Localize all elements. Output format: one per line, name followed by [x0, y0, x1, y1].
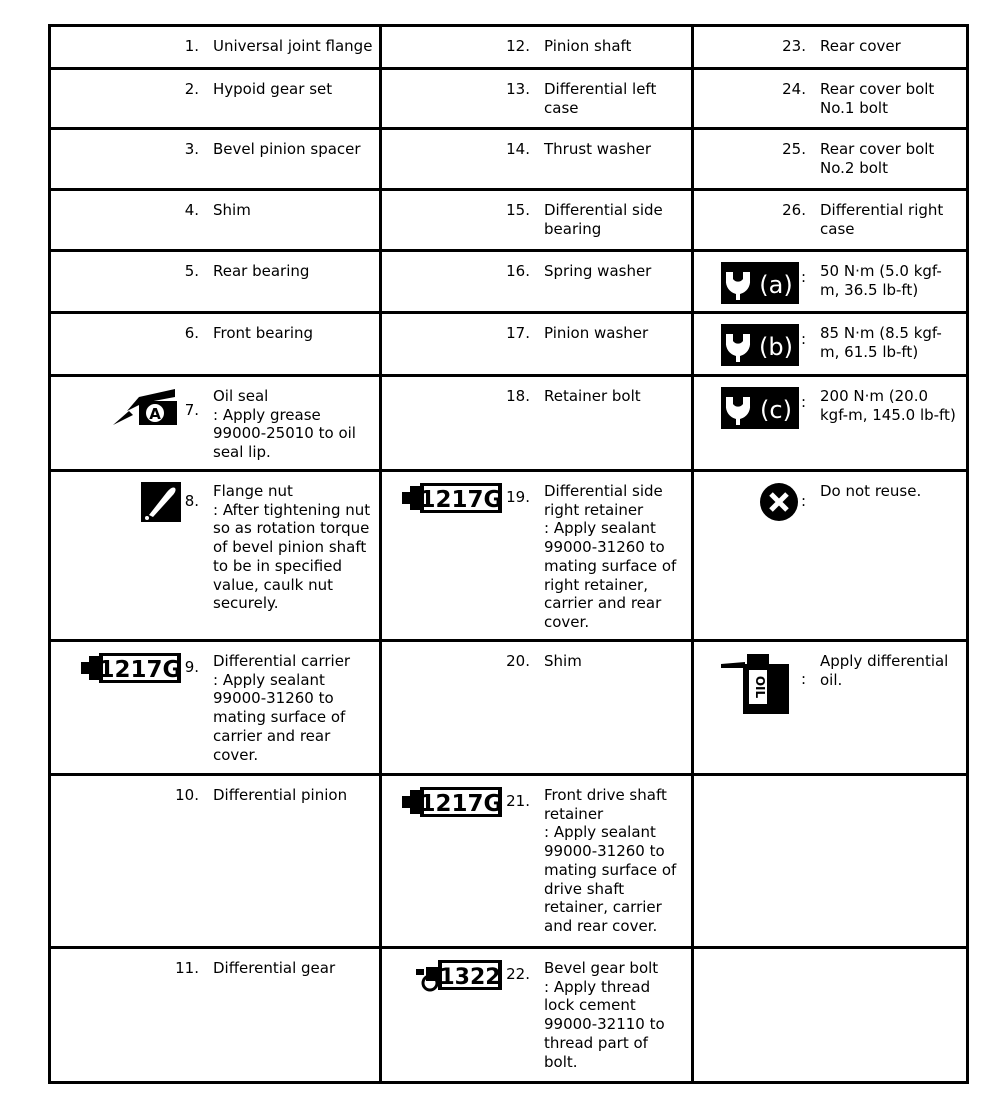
oil-can-icon: [719, 652, 799, 718]
item-number: 9.: [184, 658, 199, 676]
do-not-reuse-icon: [759, 482, 799, 522]
item-number: 20.: [506, 652, 530, 670]
item-description: Pinion shaft: [544, 37, 632, 55]
caulk-icon: [141, 482, 181, 522]
grease-symbol-label: A: [148, 405, 161, 423]
legend-cell: [693, 26, 968, 69]
item-number: 12.: [506, 37, 530, 55]
item-number: :: [800, 268, 806, 286]
legend-cell-empty: [693, 775, 968, 948]
legend-row: [50, 69, 968, 129]
legend-cell: [381, 948, 693, 1083]
legend-row: [50, 26, 968, 69]
legend-row: [50, 775, 968, 948]
item-description: Front drive shaft retainer: [544, 786, 667, 823]
item-number: 24.: [782, 80, 806, 98]
legend-cell: [50, 69, 381, 129]
item-description: Hypoid gear set: [213, 80, 333, 98]
grease-gun-icon: [111, 387, 183, 427]
thread-lock-symbol-label: 1322: [439, 965, 501, 990]
item-number: :: [800, 670, 806, 688]
legend-cell: [50, 313, 381, 376]
torque-wrench-icon: [721, 387, 799, 429]
legend-cell: [50, 376, 381, 471]
item-note: : Apply grease 99000-25010 to oil seal lip.: [213, 405, 356, 462]
legend-cell: [381, 376, 693, 471]
item-description: Shim: [544, 652, 582, 670]
item-number: 22.: [506, 965, 530, 983]
item-number: 1.: [184, 37, 199, 55]
item-number: 26.: [782, 201, 806, 219]
sealant-symbol-label: 1217G: [419, 791, 503, 817]
item-note: : After tightening nut so as rotation torque of bevel pinion shaft to be in specified value, caulk nut securely.: [213, 500, 371, 613]
item-description: Rear cover bolt No.1 bolt: [820, 80, 935, 117]
item-note: : Apply sealant 99000-31260 to mating surface of right retainer, carrier and rear cover.: [544, 519, 677, 631]
legend-row: [50, 313, 968, 376]
legend-cell: [381, 775, 693, 948]
item-number: 13.: [506, 80, 530, 98]
legend-cell: [381, 190, 693, 251]
item-number: 10.: [175, 786, 199, 804]
item-description: Do not reuse.: [820, 482, 922, 500]
torque-wrench-icon: [721, 262, 799, 304]
item-description: Pinion washer: [544, 324, 649, 342]
item-description: Flange nut: [213, 482, 293, 500]
thread-lock-icon: [416, 959, 504, 995]
item-description: 85 N·m (8.5 kgf-m, 61.5 lb-ft): [820, 324, 942, 361]
item-number: 18.: [506, 387, 530, 405]
item-number: 25.: [782, 140, 806, 158]
item-number: 15.: [506, 201, 530, 219]
legend-cell: [50, 190, 381, 251]
item-description: Differential side bearing: [544, 201, 663, 238]
item-description: Shim: [213, 201, 251, 219]
item-number: 21.: [506, 792, 530, 810]
legend-cell: [381, 313, 693, 376]
legend-row: [50, 376, 968, 471]
legend-cell: [381, 251, 693, 313]
legend-cell: [693, 129, 968, 190]
item-description: Oil seal: [213, 387, 269, 405]
legend-row: [50, 471, 968, 641]
item-number: 17.: [506, 324, 530, 342]
legend-cell: [693, 190, 968, 251]
torque-symbol-label: (b): [758, 333, 793, 361]
item-description: Rear cover bolt No.2 bolt: [820, 140, 935, 177]
item-description: Differential pinion: [213, 786, 348, 804]
legend-cell: [693, 69, 968, 129]
legend-cell: [693, 641, 968, 775]
item-description: Universal joint flange: [213, 37, 373, 55]
sealant-symbol-label: 1217G: [98, 657, 182, 683]
item-description: 200 N·m (20.0 kgf-m, 145.0 lb-ft): [820, 387, 956, 424]
item-description: Thrust washer: [544, 140, 651, 158]
item-description: Bevel gear bolt: [544, 959, 659, 977]
item-number: 6.: [184, 324, 199, 342]
item-number: 11.: [175, 959, 199, 977]
item-description: Apply differential oil.: [820, 652, 949, 689]
legend-row: [50, 251, 968, 313]
legend-row: [50, 129, 968, 190]
legend-cell: [50, 948, 381, 1083]
item-description: Differential left case: [544, 80, 657, 117]
item-note: : Apply sealant 99000-31260 to mating surface of carrier and rear cover.: [213, 670, 346, 764]
legend-cell: [381, 129, 693, 190]
oil-symbol-label: OIL: [752, 675, 767, 699]
item-description: Rear bearing: [213, 262, 310, 280]
item-number: 16.: [506, 262, 530, 280]
sealant-tube-icon: [81, 652, 183, 684]
legend-cell: [50, 26, 381, 69]
legend-cell-empty: [693, 948, 968, 1083]
torque-symbol-label: (c): [759, 396, 792, 424]
item-number: 5.: [184, 262, 199, 280]
legend-cell: [381, 641, 693, 775]
item-number: :: [800, 492, 806, 510]
item-description: Differential carrier: [213, 652, 351, 670]
legend-row: [50, 641, 968, 775]
item-description: Retainer bolt: [544, 387, 641, 405]
legend-cell: [693, 313, 968, 376]
torque-wrench-icon: [721, 324, 799, 366]
legend-cell: [693, 376, 968, 471]
item-number: 19.: [506, 488, 530, 506]
legend-cell: [50, 775, 381, 948]
legend-cell: [381, 69, 693, 129]
legend-cell: [50, 251, 381, 313]
item-number: 7.: [184, 401, 199, 419]
torque-symbol-label: (a): [759, 271, 793, 299]
item-description: Differential gear: [213, 959, 336, 977]
item-number: 2.: [184, 80, 199, 98]
item-number: 14.: [506, 140, 530, 158]
sealant-symbol-label: 1217G: [419, 487, 503, 513]
legend-cell: [50, 641, 381, 775]
item-number: 23.: [782, 37, 806, 55]
item-number: 4.: [184, 201, 199, 219]
item-description: 50 N·m (5.0 kgf-m, 36.5 lb-ft): [820, 262, 942, 299]
legend-cell: [693, 471, 968, 641]
item-description: Spring washer: [544, 262, 652, 280]
item-description: Rear cover: [820, 37, 901, 55]
item-note: : Apply sealant 99000-31260 to mating surface of drive shaft retainer, carrier and rear cover.: [544, 823, 677, 935]
legend-cell: [693, 251, 968, 313]
sealant-tube-icon: [402, 482, 504, 514]
legend-cell: [50, 129, 381, 190]
parts-legend-table: [48, 24, 969, 1084]
item-description: Differential side right retainer: [544, 482, 663, 519]
legend-cell: [50, 471, 381, 641]
item-note: : Apply thread lock cement 99000-32110 to thread part of bolt.: [544, 977, 665, 1071]
item-number: :: [800, 330, 806, 348]
legend-row: [50, 948, 968, 1083]
item-number: 8.: [184, 492, 199, 510]
item-number: 3.: [184, 140, 199, 158]
legend-cell: [381, 26, 693, 69]
item-number: :: [800, 393, 806, 411]
item-description: Differential right case: [820, 201, 944, 238]
sealant-tube-icon: [402, 786, 504, 818]
item-description: Bevel pinion spacer: [213, 140, 361, 158]
legend-row: [50, 190, 968, 251]
legend-cell: [381, 471, 693, 641]
item-description: Front bearing: [213, 324, 314, 342]
